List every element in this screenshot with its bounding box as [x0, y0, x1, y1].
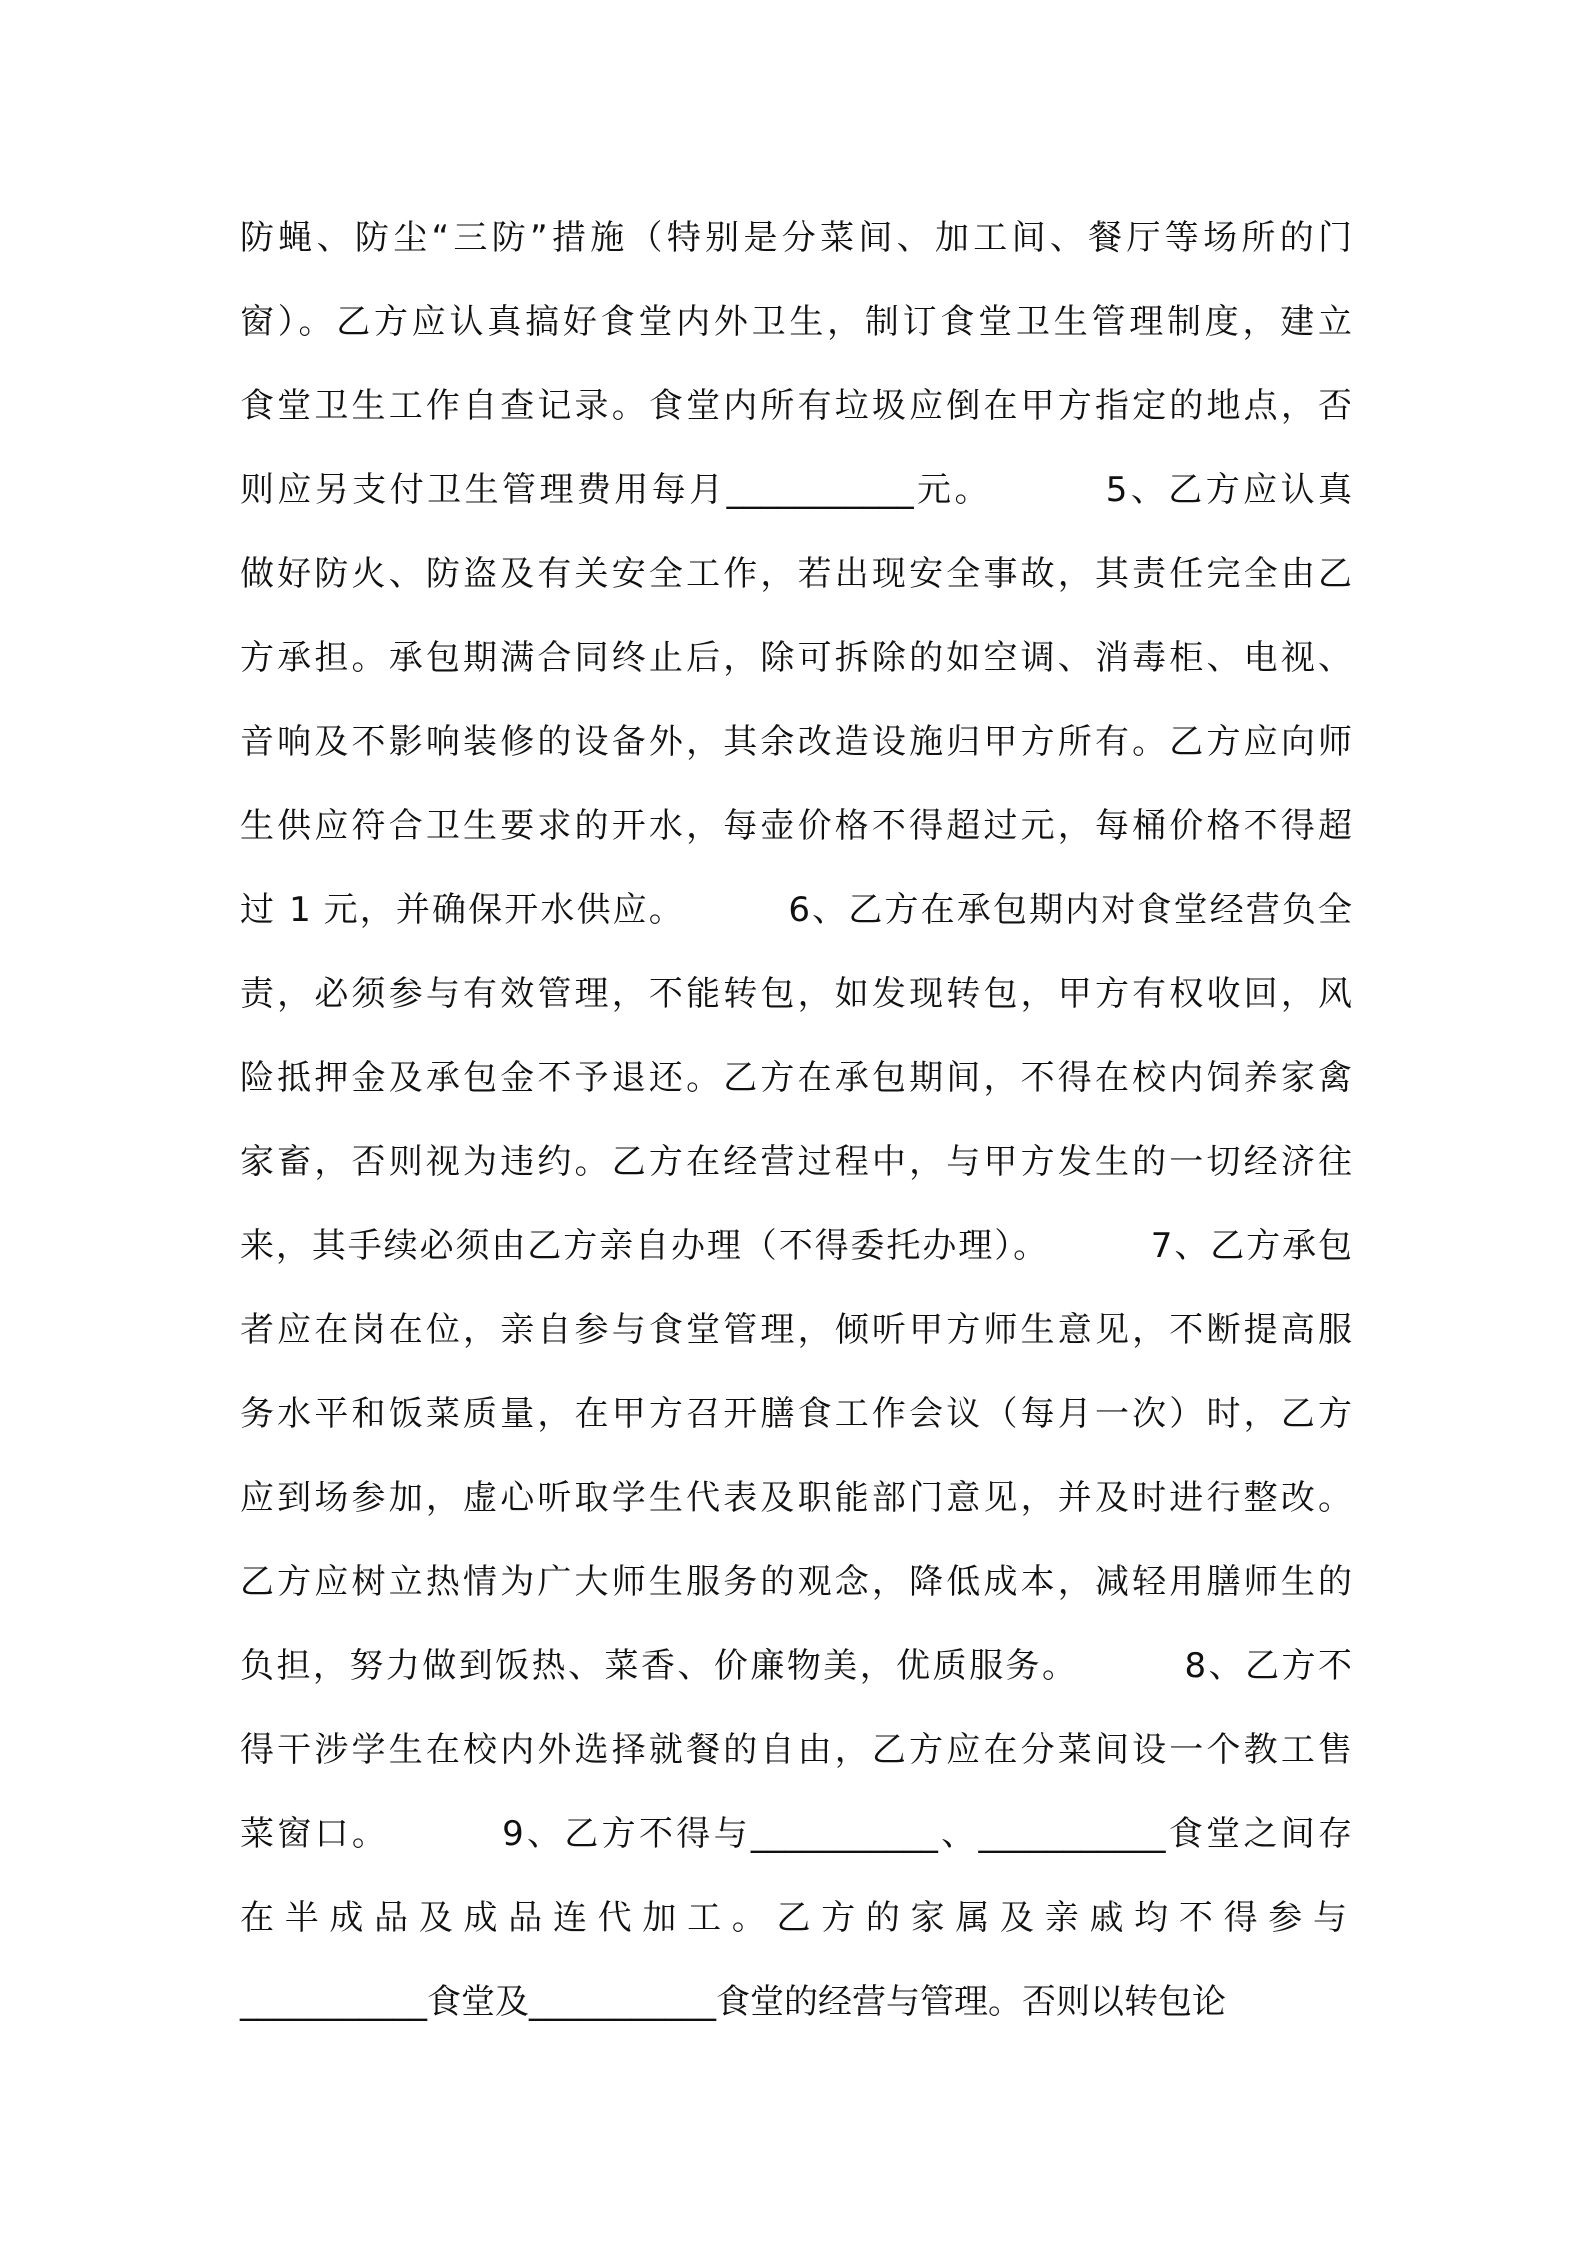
text-line-20: 菜窗口。 9、乙方不得与___________、___________食堂之间存	[240, 1814, 1352, 1854]
text-line-5: 做好防火、防盗及有关安全工作，若出现安全事故，其责任完全由乙	[240, 554, 1352, 594]
text-line-19: 得干涉学生在校内外选择就餐的自由，乙方应在分菜间设一个教工售	[240, 1730, 1352, 1770]
text-line-22: ___________食堂及___________食堂的经营与管理。否则以转包论	[240, 1982, 1226, 2022]
text-line-7: 音响及不影响装修的设备外，其余改造设施归甲方所有。乙方应向师	[240, 722, 1352, 762]
text-line-15: 务水平和饭菜质量，在甲方召开膳食工作会议（每月一次）时，乙方	[240, 1394, 1352, 1434]
text-line-13: 来，其手续必须由乙方亲自办理（不得委托办理）。 7、乙方承包	[240, 1226, 1352, 1266]
text-line-16: 应到场参加，虚心听取学生代表及职能部门意见，并及时进行整改。	[240, 1478, 1352, 1518]
text-line-10: 责，必须参与有效管理，不能转包，如发现转包，甲方有权收回，风	[240, 974, 1352, 1014]
text-line-4: 则应另支付卫生管理费用每月___________元。 5、乙方应认真	[240, 470, 1352, 510]
text-line-18: 负担，努力做到饭热、菜香、价廉物美，优质服务。 8、乙方不	[240, 1646, 1352, 1686]
text-line-9: 过 1 元，并确保开水供应。 6、乙方在承包期内对食堂经营负全	[240, 890, 1352, 930]
text-line-11: 险抵押金及承包金不予退还。乙方在承包期间，不得在校内饲养家禽	[240, 1058, 1352, 1098]
text-line-12: 家畜，否则视为违约。乙方在经营过程中，与甲方发生的一切经济往	[240, 1142, 1352, 1182]
text-line-8: 生供应符合卫生要求的开水，每壶价格不得超过元，每桶价格不得超	[240, 806, 1352, 846]
text-line-2: 窗）。乙方应认真搞好食堂内外卫生，制订食堂卫生管理制度，建立	[240, 302, 1352, 342]
text-line-3: 食堂卫生工作自查记录。食堂内所有垃圾应倒在甲方指定的地点，否	[240, 386, 1352, 426]
text-line-1: 防蝇、防尘“三防”措施（特别是分菜间、加工间、餐厅等场所的门	[240, 218, 1352, 258]
contract-text	[240, 196, 1352, 2044]
text-line-21: 在半成品及成品连代加工。乙方的家属及亲戚均不得参与	[240, 1898, 1352, 1938]
text-line-6: 方承担。承包期满合同终止后，除可拆除的如空调、消毒柜、电视、	[240, 638, 1352, 678]
text-line-14: 者应在岗在位，亲自参与食堂管理，倾听甲方师生意见，不断提高服	[240, 1310, 1352, 1350]
text-line-17: 乙方应树立热情为广大师生服务的观念，降低成本，减轻用膳师生的	[240, 1562, 1352, 1602]
